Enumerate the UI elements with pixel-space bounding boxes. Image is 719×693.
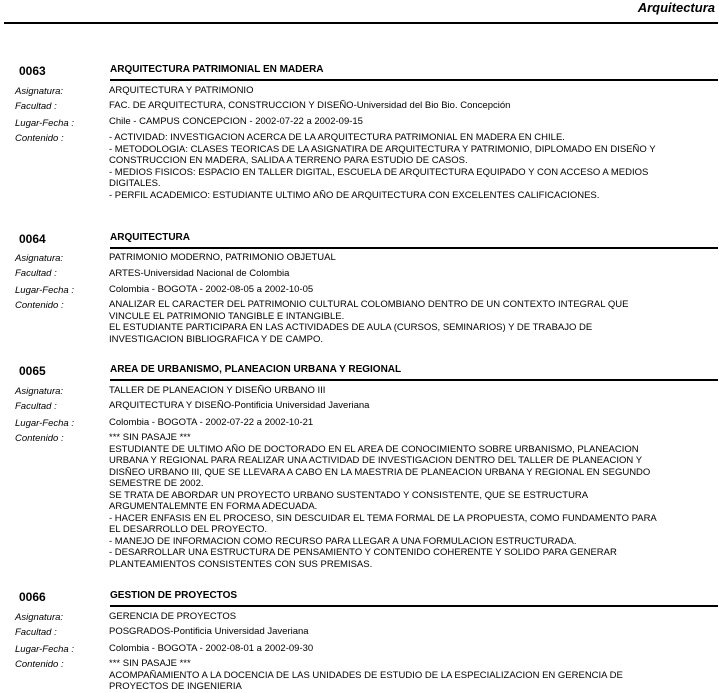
contenido-line: PLANTEAMIENTOS CONSISTENTES CON SUS PREMISAS. [109, 558, 373, 570]
facultad-label: Facultad : [15, 268, 57, 279]
contenido-line: - ACTIVIDAD: INVESTIGACION ACERCA DE LA ARQUITECTURA PATRIMONIAL EN MADERA EN CHILE. [109, 132, 565, 143]
contenido-line: CONSTRUCCION EN MADERA, SALIDA A TERRENO PARA ESTUDIO DE CASOS. [109, 155, 468, 166]
contenido-line: ACOMPAÑAMIENTO A LA DOCENCIA DE LAS UNIDADES DE ESTUDIO DE LA ESPECIALIZACION EN GERENCIA DE [109, 669, 623, 681]
facultad-value: POSGRADOS-Pontificia Universidad Javeriana [109, 626, 309, 637]
asignatura-label: Asignatura: [15, 612, 64, 623]
asignatura-value: GERENCIA DE PROYECTOS [109, 611, 237, 622]
record-code: 0065 [19, 364, 46, 378]
facultad-label: Facultad : [15, 401, 57, 412]
contenido-line: URBANA Y REGIONAL PARA REALIZAR UNA ACTIVIDAD DE INVESTIGACION DENTRO DEL TALLER DE PLANEACION Y [109, 455, 643, 466]
contenido-label: Contenido : [15, 300, 64, 311]
lugar-fecha-label: Lugar-Fecha : [15, 118, 74, 129]
lugar-fecha-value: Chile - CAMPUS CONCEPCION - 2002-07-22 a 2002-09-15 [109, 116, 363, 127]
contenido-label: Contenido : [15, 659, 64, 670]
contenido-line: - HACER ENFASIS EN EL PROCESO, SIN DESCUIDAR EL TEMA FORMAL DE LA PROPUESTA, COMO FUNDAMENTO PARA [109, 512, 657, 524]
facultad-value: FAC. DE ARQUITECTURA, CONSTRUCCION Y DISEÑO-Universidad del Bio Bio. Concepción [109, 100, 511, 111]
contenido-line: DIGITALES. [109, 178, 161, 189]
contenido-line: DISÑEO URBANO III, QUE SE LLEVARA A CABO EN LA MAESTRIA DE PLANEACION URBANA Y REGIONAL EN SEGUNDO [109, 466, 651, 478]
contenido-value [109, 432, 709, 570]
lugar-fecha-label: Lugar-Fecha : [15, 285, 74, 296]
contenido-line: - DESARROLLAR UNA ESTRUCTURA DE PENSAMIENTO Y CONTENIDO COHERENTE Y SOLIDO PARA GENERAR [109, 547, 617, 558]
contenido-line: EL DESARROLLO DEL PROYECTO. [109, 524, 268, 535]
contenido-line: ARGUMENTALEMNTE EN FORMA ADECUADA. [109, 501, 318, 512]
title-divider [110, 605, 718, 607]
facultad-label: Facultad : [15, 627, 57, 638]
asignatura-label: Asignatura: [15, 253, 64, 264]
lugar-fecha-value: Colombia - BOGOTA - 2002-07-22 a 2002-10-21 [109, 417, 314, 428]
contenido-value [109, 658, 709, 693]
asignatura-label: Asignatura: [15, 86, 64, 97]
contenido-label: Contenido : [15, 433, 64, 444]
contenido-line: - PERFIL ACADEMICO: ESTUDIANTE ULTIMO AÑO DE ARQUITECTURA CON EXCELENTES CALIFICACIONES. [109, 189, 600, 201]
contenido-label: Contenido : [15, 133, 64, 144]
contenido-line: EL ESTUDIANTE PARTICIPARA EN LAS ACTIVIDADES DE AULA (CURSOS, SEMINARIOS) Y DE TRABAJO DE [109, 322, 593, 333]
contenido-line: - MANEJO DE INFORMACION COMO RECURSO PARA LLEGAR A UNA FORMULACION ESTRUCTURADA. [109, 535, 577, 547]
lugar-fecha-value: Colombia - BOGOTA - 2002-08-01 a 2002-09-30 [109, 643, 314, 654]
contenido-line: INVESTIGACION BIBLIOGRAFICA Y DE CAMPO. [109, 333, 323, 345]
contenido-line: - METODOLOGIA: CLASES TEORICAS DE LA ASIGNATIRA DE ARQUITECTURA Y PATRIMONIO, DIPLOMADO EN DISEÑO Y [109, 143, 656, 155]
facultad-value: ARTES-Universidad Nacional de Colombia [109, 268, 290, 279]
page-header-title: Arquitectura [637, 0, 715, 15]
contenido-line: *** SIN PASAJE *** [109, 432, 191, 443]
record-code: 0064 [19, 232, 46, 246]
contenido-value [109, 132, 709, 201]
contenido-line: PROYECTOS DE INGENIERIA [109, 681, 242, 692]
header-divider [4, 22, 718, 24]
contenido-line: ESTUDIANTE DE ULTIMO AÑO DE DOCTORADO EN EL AREA DE CONOCIMIENTO SOBRE URBANISMO, PLANEACION [109, 443, 639, 455]
lugar-fecha-label: Lugar-Fecha : [15, 418, 74, 429]
contenido-line: - MEDIOS FISICOS: ESPACIO EN TALLER DIGITAL, ESCUELA DE ARQUITECTURA EQUIPADO Y CON ACCESO A MEDIOS [109, 166, 649, 178]
lugar-fecha-label: Lugar-Fecha : [15, 644, 74, 655]
facultad-value: ARQUITECTURA Y DISEÑO-Pontificia Universidad Javeriana [109, 400, 370, 411]
record-title: AREA DE URBANISMO, PLANEACION URBANA Y REGIONAL [110, 364, 402, 375]
record-code: 0066 [19, 590, 46, 604]
asignatura-label: Asignatura: [15, 386, 64, 397]
facultad-label: Facultad : [15, 101, 57, 112]
contenido-line: ANALIZAR EL CARACTER DEL PATRIMONIO CULTURAL COLOMBIANO DENTRO DE UN CONTEXTO INTEGRAL QUE [109, 299, 629, 310]
title-divider [110, 79, 718, 81]
contenido-line: *** SIN PASAJE *** [109, 658, 191, 669]
record-title: GESTION DE PROYECTOS [110, 590, 238, 601]
asignatura-value: TALLER DE PLANEACION Y DISEÑO URBANO III [109, 385, 326, 396]
record-title: ARQUITECTURA [110, 232, 190, 243]
title-divider [110, 379, 718, 381]
record-title: ARQUITECTURA PATRIMONIAL EN MADERA [110, 64, 324, 75]
contenido-line: SE TRATA DE ABORDAR UN PROYECTO URBANO SUSTENTADO Y CONSISTENTE, QUE SE ESTRUCTURA [109, 489, 589, 501]
contenido-value [109, 299, 709, 345]
contenido-line: SEMESTRE DE 2002. [109, 478, 204, 489]
contenido-line: VINCULE EL PATRIMONIO TANGIBLE E INTANGIBLE. [109, 310, 345, 322]
title-divider [110, 247, 718, 249]
asignatura-value: ARQUITECTURA Y PATRIMONIO [109, 85, 254, 96]
lugar-fecha-value: Colombia - BOGOTA - 2002-08-05 a 2002-10-05 [109, 284, 314, 295]
record-code: 0063 [19, 64, 46, 78]
asignatura-value: PATRIMONIO MODERNO, PATRIMONIO OBJETUAL [109, 252, 336, 263]
